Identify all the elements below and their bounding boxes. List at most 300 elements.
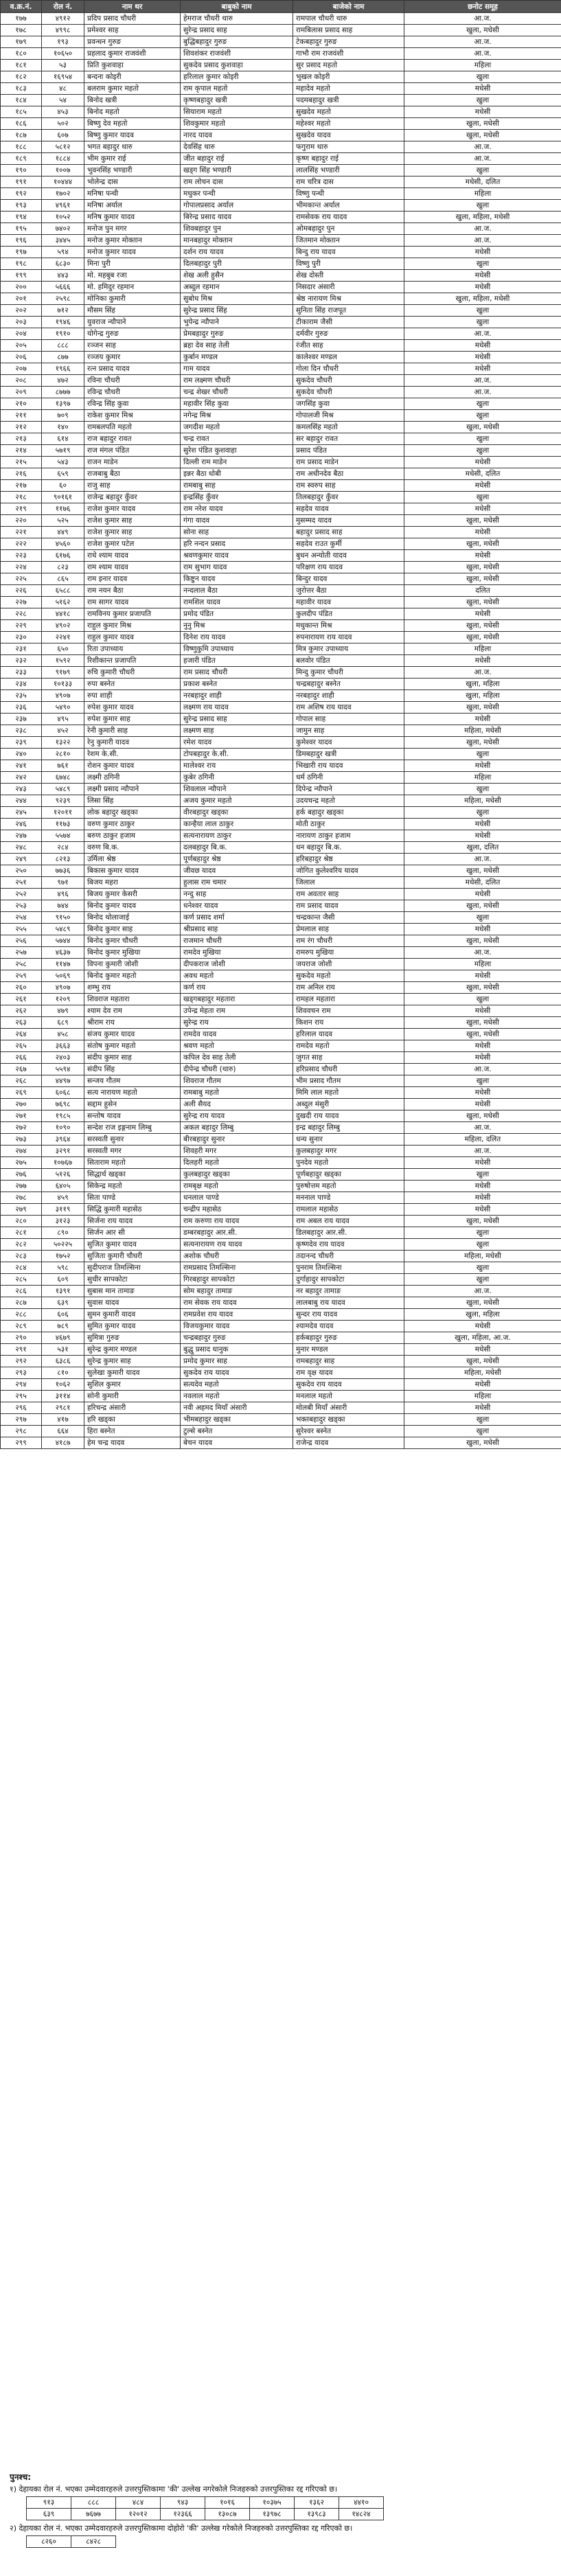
roll-cell: ३११४: [42, 1391, 84, 1402]
group-cell: खुला: [404, 1239, 561, 1251]
group-cell: खुला: [404, 1227, 561, 1239]
name-cell: राज मंगल पंडित: [84, 445, 181, 457]
grandfather-name-cell: दिपेन्द्र न्यौपाने: [293, 784, 404, 795]
table-row: [1, 1122, 561, 1134]
serial-cell: २०९: [1, 387, 42, 398]
grandfather-name-cell: किशन राय: [293, 1017, 404, 1029]
serial-cell: २३४: [1, 679, 42, 690]
grandfather-name-cell: रामलाल महासेठ: [293, 1204, 404, 1216]
grandfather-name-cell: रामरुप मुखिया: [293, 947, 404, 959]
father-name-cell: प्रमोद कुमार साह: [181, 1356, 293, 1367]
serial-cell: २७२: [1, 1122, 42, 1134]
name-cell: प्रवन्धन गुरुङ: [84, 36, 181, 48]
grandfather-name-cell: रामसेवक राय यादव: [293, 212, 404, 223]
father-name-cell: कपिल देव साह तेली: [181, 1052, 293, 1064]
father-name-cell: रामप्रसाद तिमल्सिना: [181, 1262, 293, 1274]
roll-cell: १०९०: [42, 1122, 84, 1134]
roll-cell: ४५९: [42, 1192, 84, 1204]
name-cell: भोलेन्द्र दास: [84, 176, 181, 188]
roll-cell: ३१२३: [42, 1216, 84, 1227]
serial-cell: २९७: [1, 1414, 42, 1426]
serial-cell: २९३: [1, 1367, 42, 1379]
serial-cell: २८६: [1, 1286, 42, 1297]
group-cell: मधेसी: [404, 550, 561, 562]
roll-cell: १९३: [42, 36, 84, 48]
father-name-cell: रामबृक्ष महतो: [181, 1181, 293, 1192]
name-cell: सन्तोष यादव: [84, 1110, 181, 1122]
name-cell: बिनोद कुमार यादव: [84, 900, 181, 912]
roll-cell: १००७: [42, 165, 84, 176]
name-cell: वरुण बि.क.: [84, 842, 181, 854]
roll-cell: १९१०: [42, 328, 84, 340]
grandfather-name-cell: राम प्रसाद माडेन: [293, 457, 404, 468]
table-row: [1, 807, 561, 819]
group-cell: खुला, मधेसी: [404, 573, 561, 585]
group-cell: मधेसी: [404, 457, 561, 468]
name-cell: बिनोद कुमार चौधरी: [84, 935, 181, 947]
table-row: [1, 702, 561, 714]
grandfather-name-cell: हरिलाल यादव: [293, 1029, 404, 1040]
grandfather-name-cell: इन्द्र बहादुर लिम्बु: [293, 1122, 404, 1134]
serial-cell: १९१: [1, 176, 42, 188]
table-row: [1, 71, 561, 83]
table-row: [1, 492, 561, 503]
table-row: [1, 830, 561, 842]
name-cell: रञ्जय कुमार: [84, 352, 181, 363]
group-cell: खुला: [404, 433, 561, 445]
grandfather-name-cell: गोला दिन चौधरी: [293, 363, 404, 375]
group-cell: महिला, मधेसी: [404, 1367, 561, 1379]
name-cell: रविन्द्र चौधरी: [84, 387, 181, 398]
group-cell: आ.ज.: [404, 141, 561, 153]
serial-cell: २६०: [1, 982, 42, 994]
grandfather-name-cell: कुमेश्वर यादव: [293, 737, 404, 749]
father-name-cell: टुल्से बस्नेत: [181, 1426, 293, 1437]
group-cell: मधेसी: [404, 714, 561, 725]
father-name-cell: रामबाबु साह: [181, 480, 293, 492]
table-row: [1, 550, 561, 562]
table-row: [1, 1426, 561, 1437]
group-cell: मधेसी: [404, 1040, 561, 1052]
father-name-cell: अजय कुमार महतो: [181, 795, 293, 807]
roll-cell: १६९५४: [42, 71, 84, 83]
grandfather-name-cell: भीमकान्त अर्याल: [293, 200, 404, 212]
name-cell: राहुल कुमार यादव: [84, 632, 181, 643]
father-name-cell: श्रवण महतो: [181, 1040, 293, 1052]
roll-cell: ९७१: [42, 877, 84, 889]
serial-cell: २२४: [1, 562, 42, 573]
father-name-cell: अकल बहादुर लिम्बु: [181, 1122, 293, 1134]
table-row: [1, 1075, 561, 1087]
group-cell: खुला: [404, 410, 561, 422]
group-cell: खुला: [404, 784, 561, 795]
name-cell: राजु साह: [84, 480, 181, 492]
roll-cell: ७४०२: [42, 223, 84, 235]
group-cell: आ.ज.: [404, 13, 561, 25]
name-cell: राम इनार यादव: [84, 573, 181, 585]
group-cell: खुला, मधेसी: [404, 935, 561, 947]
name-cell: बिनोद कुमार साह: [84, 924, 181, 935]
grandfather-name-cell: प्रेमलाल साह: [293, 924, 404, 935]
name-cell: सद्दाम हुसेन: [84, 1099, 181, 1110]
grandfather-name-cell: लालसिंह भण्डारी: [293, 165, 404, 176]
father-name-cell: दीपकराज जोशी: [181, 959, 293, 970]
serial-cell: २९१: [1, 1344, 42, 1356]
grandfather-name-cell: कुलदीप पंडित: [293, 608, 404, 620]
serial-cell: २३५: [1, 690, 42, 702]
table-row: [1, 515, 561, 527]
serial-cell: २२७: [1, 597, 42, 608]
father-name-cell: सुरेन्द्र राय यादव: [181, 1110, 293, 1122]
table-row: [1, 935, 561, 947]
name-cell: सन्जय गौतम: [84, 1075, 181, 1087]
roll-cell: ७८९: [42, 1321, 84, 1332]
group-cell: मधेसी: [404, 247, 561, 258]
father-name-cell: नन्दु साह: [181, 889, 293, 900]
roll-cell: ४७९: [42, 1005, 84, 1017]
serial-cell: २०८: [1, 375, 42, 387]
serial-cell: २५६: [1, 935, 42, 947]
serial-cell: १९७: [1, 247, 42, 258]
name-cell: सुरेन्द्र कुमार साह: [84, 1356, 181, 1367]
roll-cell: ४९९८: [42, 25, 84, 36]
father-name-cell: ब्रहा देव साह तेली: [181, 340, 293, 352]
father-name-cell: गिरबहादुर सापकोटा: [181, 1274, 293, 1286]
father-name-cell: राम करुणा राय यादव: [181, 1216, 293, 1227]
name-cell: उर्मिला श्रेष्ठ: [84, 854, 181, 865]
roll-cell: ६८९: [42, 1017, 84, 1029]
table-row: [1, 842, 561, 854]
serial-cell: १८७: [1, 130, 42, 141]
group-cell: खुला: [404, 1262, 561, 1274]
grandfather-name-cell: कालेश्वर मण्डल: [293, 352, 404, 363]
name-cell: राजबाबु बैठा: [84, 468, 181, 480]
father-name-cell: जीत बहादुर राई: [181, 153, 293, 165]
header-selection-group: छनोट समूह: [404, 1, 561, 13]
roll-cell: १८८४: [42, 153, 84, 165]
group-cell: खुला: [404, 994, 561, 1005]
grandfather-name-cell: चन्द्रकान्त जैसी: [293, 912, 404, 924]
father-name-cell: मधुकर पन्थी: [181, 188, 293, 200]
table-body: [1, 13, 561, 1449]
group-cell: खुला: [404, 1274, 561, 1286]
name-cell: राहुल कुमार मिश्र: [84, 620, 181, 632]
roll-cell: ५६६६: [42, 282, 84, 293]
roll-cell: ९१५०: [42, 912, 84, 924]
grandfather-name-cell: राम प्रसाद यादव: [293, 900, 404, 912]
grandfather-name-cell: ओमबहादुर पुन: [293, 223, 404, 235]
group-cell: आ.ज.: [404, 1286, 561, 1297]
group-cell: मधेसी: [404, 1402, 561, 1414]
cancelled-roll-cell: १०३७५: [250, 2497, 295, 2509]
cancelled-roll-cell: ८८८: [71, 2497, 116, 2509]
table-row: [1, 1192, 561, 1204]
name-cell: सुमन कुमारी यादव: [84, 1309, 181, 1321]
grandfather-name-cell: दुखदी राय यादव: [293, 1110, 404, 1122]
cancelled-roll-cell: ९४३: [161, 2497, 205, 2509]
name-cell: रामविनय कुमार प्रजापति: [84, 608, 181, 620]
father-name-cell: हेमराज चौधरी थारु: [181, 13, 293, 25]
group-cell: खुला: [404, 1426, 561, 1437]
cancelled-roll-cell: १३९८३: [295, 2509, 339, 2520]
double-key-roll-cell: ८४२८: [71, 2536, 116, 2548]
serial-cell: २०४: [1, 328, 42, 340]
group-cell: खुला, मधेसी: [404, 1017, 561, 1029]
group-cell: मधेसी, दलित: [404, 877, 561, 889]
cancelled-roll-cell: १३०८७: [205, 2509, 250, 2520]
grandfather-name-cell: हर्क बहादुर खड्का: [293, 807, 404, 819]
serial-cell: १८९: [1, 153, 42, 165]
name-cell: बन्दना कोइरी: [84, 71, 181, 83]
roll-cell: ४१७: [42, 1414, 84, 1426]
grandfather-name-cell: लालबाबु राय यादव: [293, 1297, 404, 1309]
serial-cell: १९२: [1, 188, 42, 200]
roll-cell: ३९६४: [42, 1134, 84, 1145]
group-cell: मधेसी: [404, 889, 561, 900]
group-cell: मधेसी: [404, 83, 561, 95]
group-cell: महिला: [404, 643, 561, 655]
father-name-cell: राम लक्ष्मण चौधरी: [181, 375, 293, 387]
table-row: [1, 95, 561, 106]
grandfather-name-cell: भिखारी राय यादव: [293, 760, 404, 772]
table-row: [1, 912, 561, 924]
roll-cell: ५८१२: [42, 141, 84, 153]
roll-cell: ९०१६१: [42, 492, 84, 503]
group-cell: मधेसी: [404, 1321, 561, 1332]
grandfather-name-cell: धर्म ठगिनी: [293, 772, 404, 784]
table-row: [1, 363, 561, 375]
serial-cell: २६८: [1, 1075, 42, 1087]
name-cell: रविना चौधरी: [84, 375, 181, 387]
cancelled-rolls-row: [27, 2497, 384, 2509]
father-name-cell: कर्ण प्रसाद शर्मा: [181, 912, 293, 924]
table-row: [1, 737, 561, 749]
name-cell: सुजिता कुमारी चौधरी: [84, 1251, 181, 1262]
roll-cell: ५४३: [42, 457, 84, 468]
father-name-cell: कुलबहादुर खड्का: [181, 1169, 293, 1181]
group-cell: खुला, मधेसी: [404, 620, 561, 632]
group-cell: खुला, महिला, आ.ज.: [404, 1332, 561, 1344]
table-row: [1, 25, 561, 36]
grandfather-name-cell: परिक्षण राय यादव: [293, 562, 404, 573]
cancelled-roll-cell: ४४१०: [339, 2497, 384, 2509]
group-cell: मधेसी: [404, 1005, 561, 1017]
serial-cell: २३६: [1, 702, 42, 714]
table-row: [1, 667, 561, 679]
father-name-cell: बेचन यादव: [181, 1437, 293, 1449]
grandfather-name-cell: राम स्वरुप साह: [293, 480, 404, 492]
roll-cell: १२०११: [42, 807, 84, 819]
group-cell: मधेसी: [404, 270, 561, 282]
roll-cell: १९८५: [42, 1110, 84, 1122]
name-cell: प्रहलाद कुमार राजवंशी: [84, 48, 181, 60]
serial-cell: २४३: [1, 784, 42, 795]
grandfather-name-cell: सुकदेव चौधरी: [293, 387, 404, 398]
roll-cell: १३९१: [42, 1286, 84, 1297]
header-grandfather-name: बाजेको नाम: [293, 1, 404, 13]
table-row: [1, 655, 561, 667]
grandfather-name-cell: सुखदेव महतो: [293, 106, 404, 118]
serial-cell: २७०: [1, 1099, 42, 1110]
group-cell: आ.ज.: [404, 328, 561, 340]
group-cell: महिला, मधेसी: [404, 1251, 561, 1262]
father-name-cell: दिनेश राय यादव: [181, 632, 293, 643]
group-cell: खुला, मधेसी: [404, 632, 561, 643]
grandfather-name-cell: शेख दोस्ती: [293, 270, 404, 282]
table-row: [1, 468, 561, 480]
roll-cell: ६८३०: [42, 258, 84, 270]
serial-cell: २२८: [1, 608, 42, 620]
father-name-cell: लक्ष्मण राय यादव: [181, 702, 293, 714]
roll-cell: ४६७९: [42, 1332, 84, 1344]
table-row: [1, 1379, 561, 1391]
roll-cell: ६३९: [42, 1297, 84, 1309]
grandfather-name-cell: मोती ठाकुर: [293, 819, 404, 830]
table-row: [1, 375, 561, 387]
group-cell: खुला: [404, 71, 561, 83]
father-name-cell: हरिलाल कुमार कोइरी: [181, 71, 293, 83]
name-cell: रुपा बस्नेत: [84, 679, 181, 690]
serial-cell: २८७: [1, 1297, 42, 1309]
table-row: [1, 1391, 561, 1402]
grandfather-name-cell: रामपाल चौधरी थारु: [293, 13, 404, 25]
serial-cell: २२३: [1, 550, 42, 562]
father-name-cell: सुबोध मिश्र: [181, 293, 293, 305]
serial-cell: २१७: [1, 480, 42, 492]
serial-cell: २७३: [1, 1134, 42, 1145]
roll-cell: ६१७६: [42, 550, 84, 562]
grandfather-name-cell: गाभौ राम राजवंशी: [293, 48, 404, 60]
roll-cell: ५७४४: [42, 935, 84, 947]
roll-cell: ५४: [42, 95, 84, 106]
serial-cell: १८३: [1, 83, 42, 95]
roll-cell: ४५८: [42, 1029, 84, 1040]
serial-cell: २३७: [1, 714, 42, 725]
grandfather-name-cell: जुरोत्तर बैठा: [293, 585, 404, 597]
table-row: [1, 1344, 561, 1356]
grandfather-name-cell: बिन्दुर यादव: [293, 573, 404, 585]
father-name-cell: सुरेन्द्र राय: [181, 1017, 293, 1029]
group-cell: महिला, मधेसी: [404, 795, 561, 807]
name-cell: भगत बहादुर थारु: [84, 141, 181, 153]
name-cell: प्रमेश्वर साह: [84, 25, 181, 36]
name-cell: लिसा सिंह: [84, 795, 181, 807]
table-row: [1, 877, 561, 889]
serial-cell: १९४: [1, 212, 42, 223]
grandfather-name-cell: मननाल पाण्डे: [293, 1192, 404, 1204]
father-name-cell: देवसिंह थारु: [181, 141, 293, 153]
name-cell: राधे श्याम यादव: [84, 550, 181, 562]
father-name-cell: दिलहरी महतो: [181, 1157, 293, 1169]
grandfather-name-cell: राजेन्द्र यादव: [293, 1437, 404, 1449]
serial-cell: २४४: [1, 795, 42, 807]
serial-cell: १८१: [1, 60, 42, 71]
father-name-cell: श्रवणकुमार यादव: [181, 550, 293, 562]
grandfather-name-cell: राम रंग चौधरी: [293, 935, 404, 947]
name-cell: राजेश कुमार साह: [84, 515, 181, 527]
father-name-cell: लक्ष्मण साह: [181, 725, 293, 737]
table-row: [1, 1216, 561, 1227]
table-row: [1, 433, 561, 445]
table-row: [1, 410, 561, 422]
grandfather-name-cell: महादेव महतो: [293, 83, 404, 95]
double-key-rolls-table: [26, 2535, 116, 2548]
name-cell: सुलेखा कुमारी यादव: [84, 1367, 181, 1379]
grandfather-name-cell: राम अवतार साह: [293, 889, 404, 900]
table-row: [1, 538, 561, 550]
grandfather-name-cell: विष्णु पुरी: [293, 258, 404, 270]
group-cell: खुला, मधेसी: [404, 422, 561, 433]
roll-cell: १०६२: [42, 1379, 84, 1391]
name-cell: श्याम देव राम: [84, 1005, 181, 1017]
father-name-cell: शिवहरी मगर: [181, 1145, 293, 1157]
serial-cell: १८८: [1, 141, 42, 153]
serial-cell: २९८: [1, 1426, 42, 1437]
grandfather-name-cell: राम अशिष राय यादव: [293, 702, 404, 714]
serial-cell: २०७: [1, 363, 42, 375]
name-cell: राम सागर यादव: [84, 597, 181, 608]
group-cell: मधेसी: [404, 1204, 561, 1216]
group-cell: मधेसी: [404, 1379, 561, 1391]
father-name-cell: भुपेन्द्र न्यौपाने: [181, 317, 293, 328]
serial-cell: २९०: [1, 1332, 42, 1344]
serial-cell: १७८: [1, 25, 42, 36]
group-cell: आ.ज.: [404, 947, 561, 959]
roll-cell: ६०: [42, 480, 84, 492]
table-row: [1, 1286, 561, 1297]
name-cell: मौसम सिंह: [84, 305, 181, 317]
table-row: [1, 1437, 561, 1449]
serial-cell: २४१: [1, 760, 42, 772]
name-cell: सिताराम महतो: [84, 1157, 181, 1169]
serial-cell: १९८: [1, 258, 42, 270]
roll-cell: ४९०७: [42, 982, 84, 994]
grandfather-name-cell: कृष्णदेव राय यादव: [293, 1239, 404, 1251]
table-row: [1, 153, 561, 165]
header-roll-number: रोल नं.: [42, 1, 84, 13]
roll-cell: ३४४५: [42, 235, 84, 247]
group-cell: आ.ज.: [404, 153, 561, 165]
grandfather-name-cell: जोगित कुलेश्वरिय यादव: [293, 865, 404, 877]
father-name-cell: अशोक चौधरी: [181, 1251, 293, 1262]
name-cell: बरुण ठाकुर हजाम: [84, 830, 181, 842]
grandfather-name-cell: विष्णु पन्थी: [293, 188, 404, 200]
grandfather-name-cell: जितमान मोक्तान: [293, 235, 404, 247]
group-cell: मधेसी, दलित: [404, 176, 561, 188]
table-row: [1, 924, 561, 935]
father-name-cell: सुरेश पंडित कुशवाहा: [181, 445, 293, 457]
serial-cell: १९९: [1, 270, 42, 282]
serial-cell: १८२: [1, 71, 42, 83]
grandfather-name-cell: सहदेव राउत कुर्मी: [293, 538, 404, 550]
father-name-cell: सुरेन्द्र प्रसाद साह: [181, 714, 293, 725]
father-name-cell: राम सेवक राय यादव: [181, 1297, 293, 1309]
father-name-cell: सियाराम महतो: [181, 106, 293, 118]
group-cell: मधेसी: [404, 503, 561, 515]
group-cell: आ.ज.: [404, 1145, 561, 1157]
father-name-cell: नारद यादव: [181, 130, 293, 141]
table-row: [1, 317, 561, 328]
father-name-cell: वीरबहादुर खड्का: [181, 807, 293, 819]
father-name-cell: राम कृपाल महतो: [181, 83, 293, 95]
grandfather-name-cell: पदमबहादुर खत्री: [293, 95, 404, 106]
name-cell: रिशीकान्त प्रजापति: [84, 655, 181, 667]
group-cell: खुला, मधेसी: [404, 562, 561, 573]
table-row: [1, 503, 561, 515]
group-cell: आ.ज.: [404, 223, 561, 235]
double-key-roll-cell: ८२६०: [27, 2536, 71, 2548]
name-cell: विपना कुमारी जोशी: [84, 959, 181, 970]
